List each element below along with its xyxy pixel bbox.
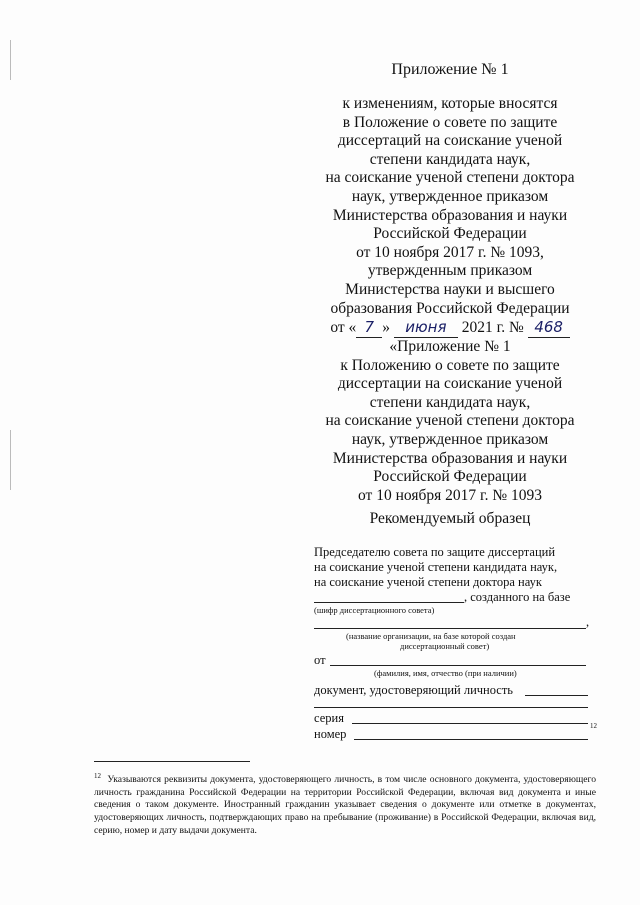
handwritten-day: 7	[356, 318, 382, 338]
quoted-appendix-block	[300, 338, 600, 505]
cipher-caption: (шифр диссертационного совета)	[314, 605, 435, 615]
footnote-separator	[94, 761, 250, 762]
appendix-title	[300, 61, 600, 80]
series-label: серия	[314, 711, 344, 725]
footnote-reference: 12	[590, 722, 597, 730]
amendment-block	[300, 95, 600, 338]
applicant-name-field-line	[330, 665, 586, 666]
cipher-field-line	[314, 602, 464, 603]
scan-margin-mark	[10, 40, 11, 80]
application-form	[314, 545, 604, 745]
footnote-text: Указываются реквизиты документа, удостоверяющего личность, в том числе основного документа, удостоверяющего личность гражданина Российской Федерации на территории Российской Федерации, включая вид документа и иные сведения о таком документе. Иностранный гражданин указывает сведения о документе или отметке в документах, удостоверяющих личность, подтверждающих право на пребывание (проживание) в Российской Федерации, включая вид, серию, номер и дату выдачи документа.	[94, 774, 597, 836]
number-field-line	[354, 739, 588, 740]
amendment-line: в Положение о совете по защите	[342, 113, 558, 131]
handwritten-month: июня	[394, 318, 458, 338]
scan-margin-mark	[10, 430, 11, 490]
organization-caption: (название организации, на базе которой создан	[346, 631, 516, 641]
amendment-line: диссертаций на соискание ученой	[337, 132, 563, 150]
footnote-mark: 12	[94, 772, 101, 780]
appendix-title-text: Приложение № 1	[391, 61, 509, 78]
fio-caption: (фамилия, имя, отчество (при наличии)	[374, 668, 517, 678]
quoted-line: Министерства образования и науки	[332, 449, 568, 467]
organization-field-line	[314, 628, 586, 629]
number-label: номер	[314, 727, 347, 741]
id-document-field-line-2	[314, 707, 588, 708]
amendment-line: степени кандидата наук,	[369, 150, 531, 168]
organization-caption: диссертационный совет)	[400, 641, 490, 651]
amendment-line: на соискание ученой степени доктора	[325, 169, 575, 187]
amendment-line: Министерства образования и науки	[332, 206, 568, 224]
from-label: от	[314, 653, 326, 667]
quoted-line: степени кандидата наук,	[369, 393, 531, 411]
comma: ,	[586, 615, 590, 629]
quoted-line: наук, утвержденное приказом	[351, 430, 549, 448]
sample-heading	[300, 510, 600, 529]
handwritten-number: 468	[528, 318, 570, 338]
quoted-line: к Положению о совете по защите	[340, 356, 560, 374]
created-on-base-text: , созданного на базе	[464, 590, 571, 604]
amendment-line: к изменениям, которые вносятся	[342, 95, 558, 112]
series-field-line	[352, 723, 588, 724]
order-date-line: от « 7 » июня 2021 г. № 468	[300, 318, 600, 338]
quoted-line: Российской Федерации	[373, 468, 527, 486]
id-document-field-line	[525, 695, 588, 696]
quoted-line: от 10 ноября 2017 г. № 1093	[358, 486, 542, 504]
addressee-line: Председателю совета по защите диссертаций	[314, 545, 556, 559]
amendment-line: от 10 ноября 2017 г. № 1093,	[356, 243, 544, 261]
quoted-line: на соискание ученой степени доктора	[325, 412, 575, 430]
amendment-line: наук, утвержденное приказом	[351, 187, 549, 205]
id-document-label: документ, удостоверяющий личность	[314, 683, 514, 697]
amendment-line: Российской Федерации	[373, 225, 527, 243]
amendment-line: утвержденным приказом	[367, 262, 533, 280]
amendment-line: Министерства науки и высшего	[345, 280, 555, 298]
amendment-line: образования Российской Федерации	[330, 299, 570, 317]
footnote	[94, 770, 596, 837]
quoted-line: диссертации на соискание ученой	[337, 375, 563, 393]
quoted-line: «Приложение № 1	[389, 338, 511, 355]
addressee-line: на соискание ученой степени доктора наук	[314, 575, 542, 589]
sample-heading-text: Рекомендуемый образец	[369, 510, 531, 527]
addressee-line: на соискание ученой степени кандидата наук,	[314, 560, 558, 574]
